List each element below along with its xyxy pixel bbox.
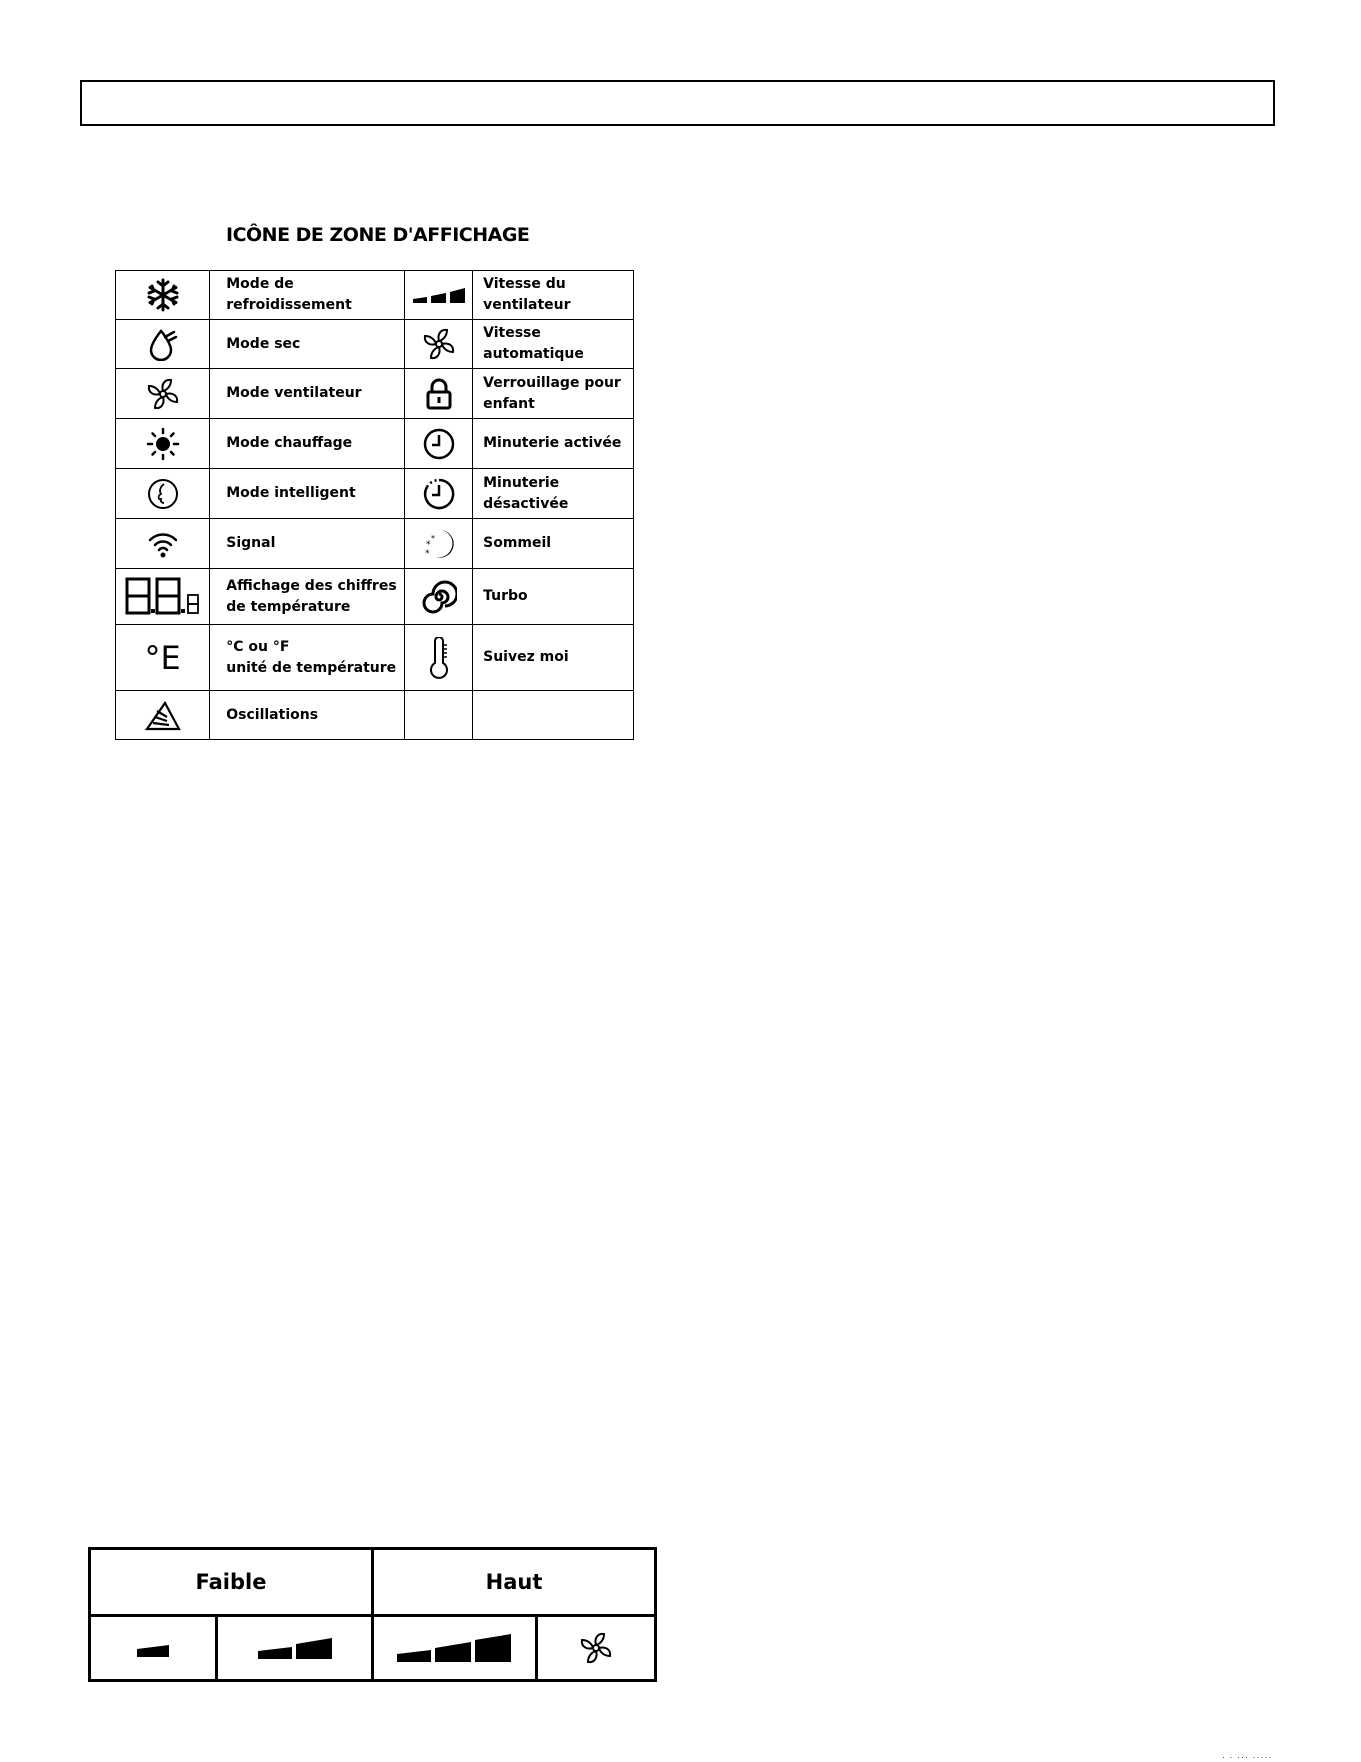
legend-label: Oscillations xyxy=(210,691,405,740)
table-row xyxy=(116,419,634,469)
legend-label: Mode chauffage xyxy=(210,419,405,469)
section-title: ICÔNE DE ZONE D'AFFICHAGE xyxy=(226,224,530,246)
table-row xyxy=(90,1616,656,1681)
digit-display-icon xyxy=(123,575,203,619)
smart-face-icon xyxy=(146,477,180,511)
table-row xyxy=(116,469,634,519)
fan-speed-bars-icon xyxy=(411,285,467,305)
speed-header-low: Faible xyxy=(90,1549,373,1616)
clock-dashed-icon xyxy=(422,477,456,511)
clock-icon xyxy=(422,427,456,461)
swirl-icon xyxy=(421,579,457,615)
legend-label: Verrouillage pour xyxy=(483,374,621,391)
fan-icon xyxy=(578,1630,614,1666)
fan-icon xyxy=(421,326,457,362)
footer-marks: · · ··· ····· xyxy=(1222,1752,1273,1762)
lock-icon xyxy=(423,377,455,411)
legend-label: Mode intelligent xyxy=(210,469,405,519)
speed-header-high: Haut xyxy=(373,1549,656,1616)
legend-label: Affichage des chiffres de température xyxy=(210,569,405,625)
svg-text:*: * xyxy=(425,539,431,550)
thermometer-icon xyxy=(427,637,451,679)
one-bar-icon xyxy=(133,1637,173,1659)
sun-icon xyxy=(146,427,180,461)
header-box xyxy=(80,80,1275,126)
legend-label: Signal xyxy=(210,519,405,569)
legend-label: Minuterie désactivée xyxy=(473,469,634,519)
legend-label: °C ou °F xyxy=(226,638,290,655)
table-row xyxy=(116,625,634,691)
legend-label: Turbo xyxy=(473,569,634,625)
table-row xyxy=(90,1549,656,1616)
wifi-signal-icon xyxy=(146,529,180,559)
legend-label: Suivez moi xyxy=(473,625,634,691)
two-bars-icon xyxy=(256,1635,334,1661)
legend-label: Minuterie activée xyxy=(473,419,634,469)
swing-icon xyxy=(143,697,183,733)
table-row xyxy=(116,519,634,569)
moon-icon xyxy=(422,527,456,561)
drop-icon xyxy=(146,327,180,361)
legend-label: Vitesse automatique xyxy=(473,320,634,369)
legend-label: Mode ventilateur xyxy=(210,369,405,419)
svg-text:*: * xyxy=(424,548,430,559)
legend-label: Mode de refroidissement xyxy=(210,271,405,320)
legend-label: unité de température xyxy=(226,659,397,676)
snowflake-icon xyxy=(146,278,180,312)
temperature-unit-icon: °E xyxy=(144,638,181,677)
table-row xyxy=(116,271,634,320)
fan-icon xyxy=(145,376,181,412)
empty-cell xyxy=(473,691,634,740)
fan-speed-table xyxy=(88,1547,657,1682)
table-row xyxy=(116,691,634,740)
legend-label: Vitesse du ventilateur xyxy=(473,271,634,320)
table-row xyxy=(116,369,634,419)
icon-legend-table xyxy=(115,270,634,740)
svg-text:*: * xyxy=(430,533,435,543)
table-row xyxy=(116,569,634,625)
table-row xyxy=(116,320,634,369)
legend-label: enfant xyxy=(483,395,535,412)
empty-cell xyxy=(405,691,473,740)
legend-label: Sommeil xyxy=(473,519,634,569)
legend-label: Mode sec xyxy=(210,320,405,369)
three-bars-icon xyxy=(395,1632,513,1664)
